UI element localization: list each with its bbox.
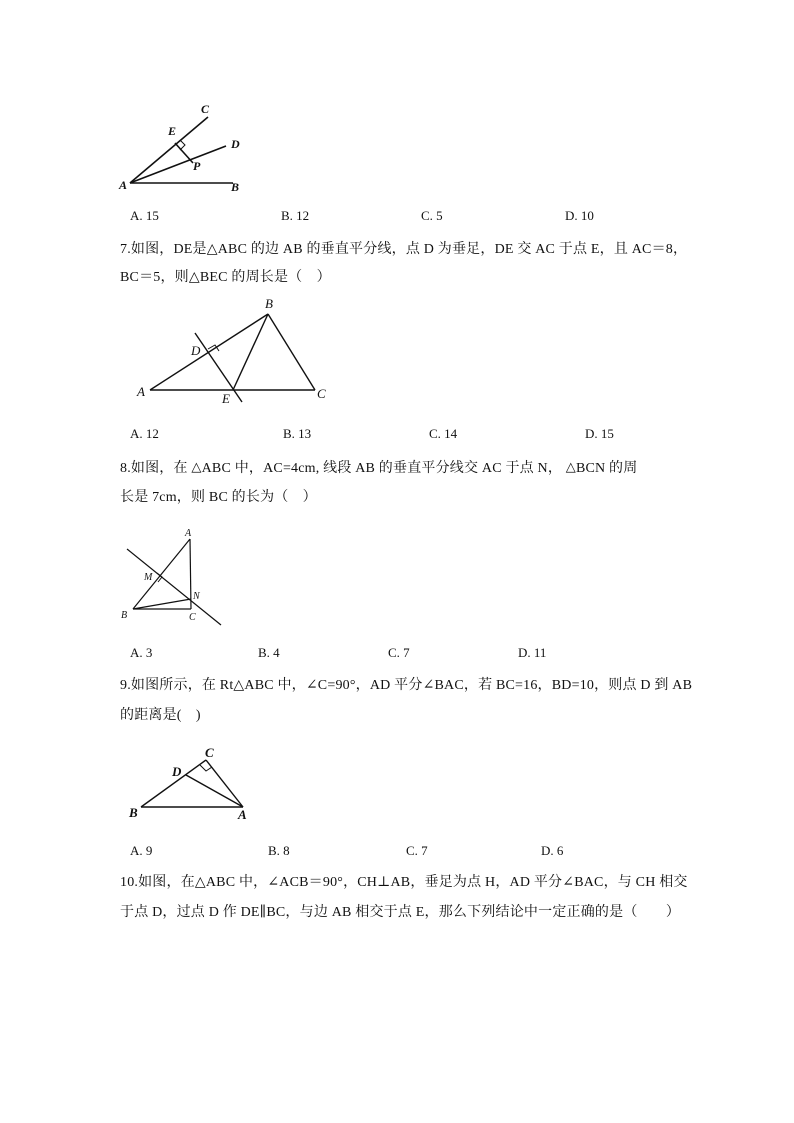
label-a: A xyxy=(238,807,247,822)
q8-text-part1: 8.如图，在 xyxy=(120,461,192,476)
label-b: B xyxy=(265,296,273,311)
label-b: B xyxy=(231,180,240,194)
q8-option-d[interactable]: D. 11 xyxy=(518,645,547,660)
q7-text-line1: 7.如图，DE是△ABC 的边 AB 的垂直平分线，点 D 为垂足，DE 交 AC 于点 E，且 AC＝8， xyxy=(120,242,688,257)
q9-option-b[interactable]: B. 8 xyxy=(268,843,290,858)
q9-option-a[interactable]: A. 9 xyxy=(130,843,153,858)
label-b: B xyxy=(121,610,128,621)
label-c: C xyxy=(201,102,210,116)
label-c: C xyxy=(205,745,214,760)
q7-option-d[interactable]: D. 15 xyxy=(585,426,614,441)
q7-option-c[interactable]: C. 14 xyxy=(429,426,458,441)
triangle-symbol: △ xyxy=(565,459,576,474)
q8-option-b[interactable]: B. 4 xyxy=(258,645,280,660)
q8-text-part3: BCN 的周 xyxy=(575,461,638,476)
q6-option-a[interactable]: A. 15 xyxy=(130,208,159,223)
q7-option-b[interactable]: B. 13 xyxy=(283,426,312,441)
triangle-symbol: △ xyxy=(191,459,202,474)
q6-option-b[interactable]: B. 12 xyxy=(281,208,310,223)
label-a: A xyxy=(137,384,145,399)
label-d: D xyxy=(172,764,182,779)
q9-option-d[interactable]: D. 6 xyxy=(541,843,564,858)
label-c: C xyxy=(189,612,196,623)
bisector-ad xyxy=(186,775,243,807)
q6-option-d[interactable]: D. 10 xyxy=(565,208,594,223)
q9-option-c[interactable]: C. 7 xyxy=(406,843,428,858)
q8-text-part2: ABC 中，AC=4cm, 线段 AB 的垂直平分线交 AC 于点 N， xyxy=(201,461,566,476)
q8-text-line2: 长是 7cm，则 BC 的长为（ ） xyxy=(120,490,317,505)
q9-text-line1: 9.如图所示，在 Rt△ABC 中，∠C=90°，AD 平分∠BAC，若 BC=16，BD=10，则点 D 到 AB xyxy=(120,678,693,693)
label-e: E xyxy=(222,391,230,406)
q7-option-a[interactable]: A. 12 xyxy=(130,426,159,441)
q8-option-a[interactable]: A. 3 xyxy=(130,645,153,660)
q6-option-c[interactable]: C. 5 xyxy=(421,208,443,223)
label-b: B xyxy=(129,805,138,820)
label-a: A xyxy=(185,528,192,539)
label-d: D xyxy=(191,343,201,358)
label-n: N xyxy=(193,591,200,602)
q10-text-line2: 于点 D，过点 D 作 DE∥BC，与边 AB 相交于点 E，那么下列结论中一定正确的是（ ） xyxy=(120,905,681,920)
label-e: E xyxy=(168,124,177,138)
q7-text-line2: BC＝5，则△BEC 的周长是（ ） xyxy=(120,270,331,285)
label-d: D xyxy=(231,137,240,151)
q8-option-c[interactable]: C. 7 xyxy=(388,645,410,660)
q10-text-line1: 10.如图，在△ABC 中，∠ACB＝90°，CH⊥AB，垂足为点 H，AD 平分∠BAC，与 CH 相交 xyxy=(120,875,688,890)
label-m: M xyxy=(144,572,153,583)
label-a: A xyxy=(119,178,128,192)
q9-text-line2: 的距离是( ) xyxy=(120,708,201,723)
label-c: C xyxy=(317,386,326,401)
label-p: P xyxy=(193,159,201,173)
